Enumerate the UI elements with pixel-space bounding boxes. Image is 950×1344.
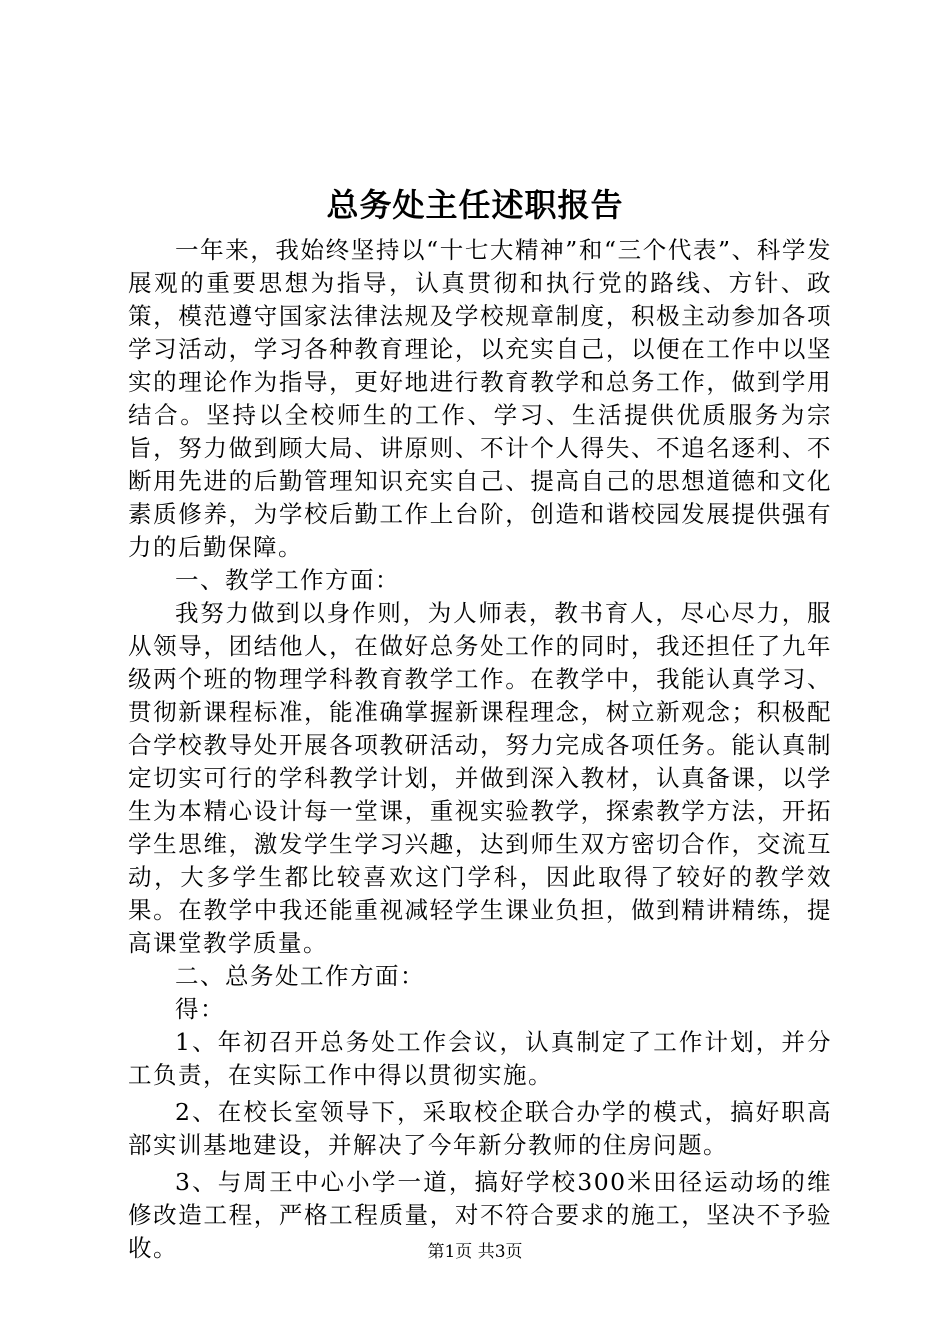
document-body	[128, 234, 832, 1269]
list-item-3: 3、与周王中心小学一道，搞好学校300米田径运动场的维修改造工程，严格工程质量，对不符合要求的施工，坚决不予验收。	[128, 1168, 832, 1262]
document-title: 总务处主任述职报告	[326, 186, 624, 224]
intro-paragraph: 一年来，我始终坚持以“十七大精神”和“三个代表”、科学发展观的重要思想为指导，认真贯彻和执行党的路线、方针、政策，模范遵守国家法律法规及学校规章制度，积极主动参加各项学习活动，学习各种教育理论，以充实自己，以便在工作中以坚实的理论作为指导，更好地进行教育教学和总务工作，做到学用结合。坚持以全校师生的工作、学习、生活提供优质服务为宗旨，努力做到顾大局、讲原则、不计个人得失、不追名逐利、不断用先进的后勤管理知识充实自己、提高自己的思想道德和文化素质修养，为学校后勤工作上台阶，创造和谐校园发展提供强有力的后勤保障。	[128, 236, 832, 561]
section-heading-general-affairs: 二、总务处工作方面：	[175, 962, 425, 990]
page-number-footer: 第1页 共3页	[427, 1242, 523, 1262]
teaching-paragraph: 我努力做到以身作则，为人师表，教书育人，尽心尽力，服从领导，团结他人，在做好总务处工作的同时，我还担任了九年级两个班的物理学科教育教学工作。在教学中，我能认真学习、贯彻新课程标准，能准确掌握新课程理念，树立新观念；积极配合学校教导处开展各项教研活动，努力完成各项任务。能认真制定切实可行的学科教学计划，并做到深入教材，认真备课，以学生为本精心设计每一堂课，重视实验教学，探索教学方法，开拓学生思维，激发学生学习兴趣，达到师生双方密切合作，交流互动，大多学生都比较喜欢这门学科，因此取得了较好的教学效果。在教学中我还能重视减轻学生课业负担，做到精讲精练，提高课堂教学质量。	[128, 599, 832, 957]
section-heading-teaching: 一、教学工作方面：	[175, 566, 400, 594]
subheading-gains: 得：	[175, 995, 225, 1023]
list-item-2: 2、在校长室领导下，采取校企联合办学的模式，搞好职高部实训基地建设，并解决了今年新分教师的住房问题。	[128, 1098, 832, 1159]
list-item-1: 1、年初召开总务处工作会议，认真制定了工作计划，并分工负责，在实际工作中得以贯彻实施。	[128, 1028, 832, 1089]
